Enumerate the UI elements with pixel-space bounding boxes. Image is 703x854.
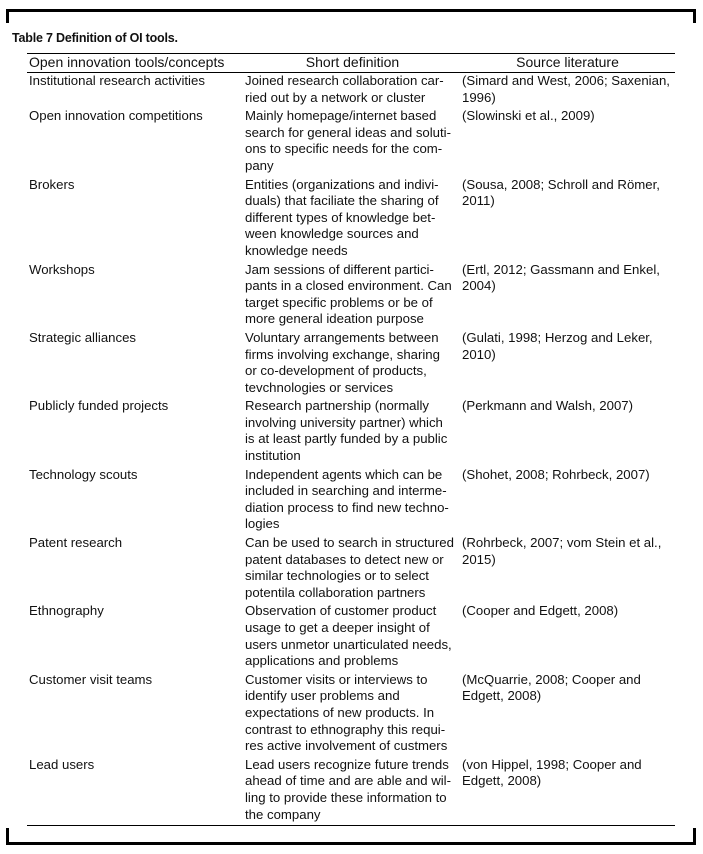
- tool-definition: [245, 398, 460, 466]
- definition-line: ried out by a network or cluster: [245, 89, 426, 105]
- definition-line: potentila collaboration partners: [245, 584, 426, 600]
- table-row: [27, 73, 675, 109]
- source-literature: [460, 108, 675, 176]
- definition-line: Observation of customer product: [245, 603, 437, 619]
- table-row: [27, 672, 675, 757]
- definition-line: involving university partner) which: [245, 414, 443, 430]
- definition-line: or co-development of products,: [245, 363, 427, 379]
- table-row: [27, 262, 675, 330]
- source-literature: [460, 177, 675, 262]
- definition-line: firms involving exchange, sharing: [245, 346, 440, 362]
- definition-line: diation process to find new techno-: [245, 499, 449, 515]
- table-row: [27, 535, 675, 603]
- source-line: Edgett, 2008): [462, 688, 542, 704]
- header-tools: Open innovation tools/concepts: [27, 54, 245, 73]
- definition-line: patent databases to detect new or: [245, 551, 444, 567]
- tool-name: Workshops: [29, 261, 95, 277]
- definition-line: identify user problems and: [245, 688, 400, 704]
- source-line: (Perkmann and Walsh, 2007): [462, 398, 634, 414]
- table-row: [27, 108, 675, 176]
- frame-top-rule: [6, 9, 696, 12]
- tool-definition: [245, 535, 460, 603]
- definition-line: expectations of new products. In: [245, 704, 435, 720]
- table-row: [27, 467, 675, 535]
- definition-line: institution: [245, 448, 301, 464]
- tool-name: Strategic alliances: [29, 329, 137, 345]
- tool-name: Lead users: [27, 757, 245, 826]
- definition-line: ling to provide these information to: [245, 789, 447, 805]
- source-literature: [460, 330, 675, 398]
- source-line: (Slowinski et al., 2009): [462, 108, 595, 124]
- tool-name: Publicly funded projects: [29, 398, 169, 414]
- tool-definition: [245, 177, 460, 262]
- definition-line: included in searching and interme-: [245, 483, 447, 499]
- table-body: [27, 73, 675, 826]
- source-literature: [460, 535, 675, 603]
- definition-line: Can be used to search in structured: [245, 535, 454, 551]
- source-line: 1996): [462, 89, 496, 105]
- source-line: (McQuarrie, 2008; Cooper and: [462, 671, 641, 687]
- source-literature: [460, 73, 675, 109]
- header-source: Source literature: [460, 54, 675, 73]
- tool-name: Open innovation competitions: [29, 108, 203, 124]
- source-line: 2015): [462, 551, 496, 567]
- table-row: [27, 330, 675, 398]
- tool-definition: [245, 73, 460, 109]
- definition-line: logies: [245, 516, 280, 532]
- source-line: (von Hippel, 1998; Cooper and: [462, 756, 642, 772]
- tool-name: Customer visit teams: [29, 671, 153, 687]
- header-row: [27, 54, 675, 73]
- definition-line: Jam sessions of different partici-: [245, 261, 434, 277]
- definition-line: Mainly homepage/internet based: [245, 108, 437, 124]
- tool-definition: [245, 467, 460, 535]
- definition-line: pants in a closed environment. Can: [245, 278, 452, 294]
- tool-definition: [245, 330, 460, 398]
- definition-line: ween knowledge sources and: [245, 226, 419, 242]
- frame-corner-top-right: [693, 9, 696, 23]
- oi-tools-table: [27, 53, 675, 826]
- source-literature: [460, 467, 675, 535]
- table-row: [27, 398, 675, 466]
- definition-line: the company: [245, 806, 321, 822]
- source-literature: [460, 262, 675, 330]
- definition-line: users unmetor unarticulated needs,: [245, 636, 452, 652]
- definition-line: contrast to ethnography this requi-: [245, 721, 446, 737]
- tool-definition: [245, 603, 460, 671]
- definition-line: different types of knowledge bet-: [245, 209, 436, 225]
- definition-line: Customer visits or interviews to: [245, 671, 428, 687]
- tool-definition: [245, 672, 460, 757]
- definition-line: Lead users recognize future trends: [245, 756, 449, 772]
- definition-line: knowledge needs: [245, 242, 348, 258]
- table-row: [27, 757, 675, 826]
- source-line: (Sousa, 2008; Schroll and Römer,: [462, 176, 660, 192]
- table-row: [27, 177, 675, 262]
- frame-corner-top-left: [6, 9, 9, 23]
- tool-name: Patent research: [29, 535, 123, 551]
- definition-line: Voluntary arrangements between: [245, 329, 439, 345]
- source-literature: [460, 672, 675, 757]
- source-line: Edgett, 2008): [462, 773, 542, 789]
- definition-line: more general ideation purpose: [245, 311, 424, 327]
- definition-line: target specific problems or be of: [245, 294, 433, 310]
- definition-line: Research partnership (normally: [245, 398, 429, 414]
- frame-bottom-rule: [6, 842, 696, 845]
- tool-definition: [245, 757, 460, 826]
- definition-line: similar technologies or to select: [245, 568, 429, 584]
- source-literature: [460, 603, 675, 671]
- definition-line: Independent agents which can be: [245, 466, 443, 482]
- tool-definition: [245, 262, 460, 330]
- definition-line: ahead of time and are able and wil-: [245, 773, 452, 789]
- definition-line: usage to get a deeper insight of: [245, 620, 430, 635]
- definition-line: search for general ideas and soluti-: [245, 124, 451, 140]
- source-line: (Rohrbeck, 2007; vom Stein et al.,: [462, 535, 662, 551]
- definition-line: res active involvement of custmers: [245, 738, 448, 754]
- header-definition: Short definition: [245, 54, 460, 73]
- definition-line: Joined research collaboration car-: [245, 73, 444, 88]
- source-line: (Shohet, 2008; Rohrbeck, 2007): [462, 466, 650, 482]
- tool-name: Institutional research activities: [29, 73, 205, 88]
- source-line: (Cooper and Edgett, 2008): [462, 603, 619, 619]
- source-line: 2004): [462, 278, 496, 294]
- source-line: (Simard and West, 2006; Saxenian,: [462, 73, 670, 88]
- tool-definition: [245, 108, 460, 176]
- definition-line: Entities (organizations and indivi-: [245, 176, 439, 192]
- definition-line: is at least partly funded by a public: [245, 431, 448, 447]
- source-line: (Gulati, 1998; Herzog and Leker,: [462, 329, 653, 345]
- source-line: 2010): [462, 346, 496, 362]
- definition-line: duals) that faciliate the sharing of: [245, 193, 439, 209]
- tool-name: Brokers: [29, 176, 75, 192]
- tool-name: Ethnography: [29, 603, 104, 619]
- definition-line: tevchnologies or services: [245, 379, 394, 395]
- definition-line: ons to specific needs for the com-: [245, 141, 443, 157]
- source-literature: [460, 398, 675, 466]
- tool-name: Technology scouts: [29, 466, 138, 482]
- source-literature: [460, 757, 675, 826]
- source-line: (Ertl, 2012; Gassmann and Enkel,: [462, 261, 660, 277]
- table-header: [27, 54, 675, 73]
- source-line: 2011): [462, 193, 495, 209]
- table-row: [27, 603, 675, 671]
- definition-line: pany: [245, 157, 274, 173]
- table-caption: Table 7 Definition of OI tools.: [12, 31, 178, 45]
- definition-line: applications and problems: [245, 653, 399, 669]
